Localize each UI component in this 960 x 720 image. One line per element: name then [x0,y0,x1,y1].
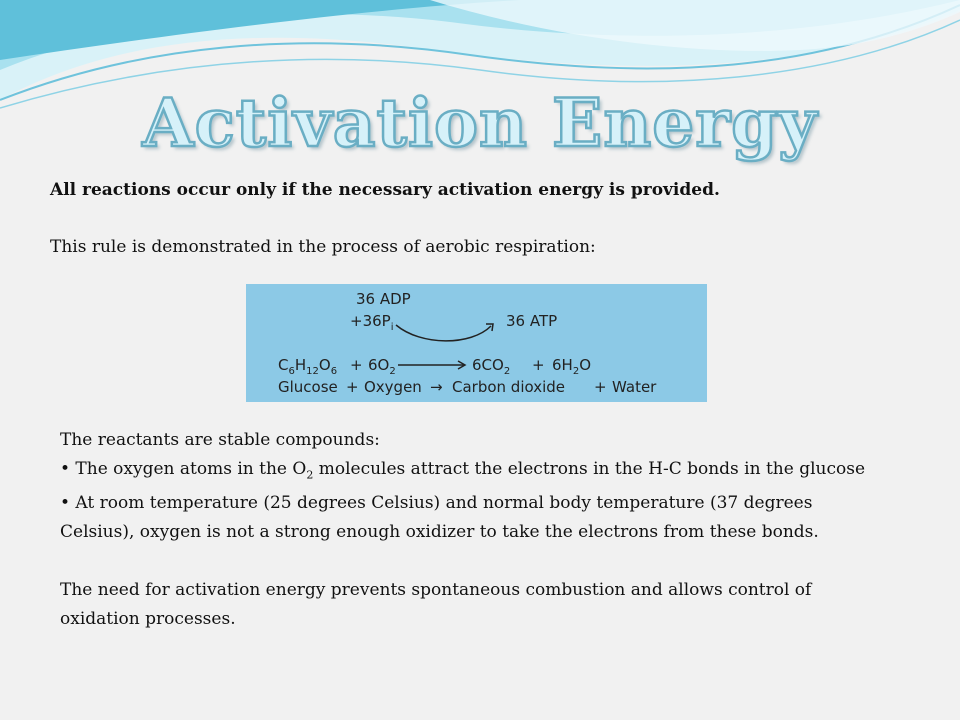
g-o-sub: 6 [330,366,338,377]
reaction-arrow: → [430,378,443,396]
atp-label: 36 ATP [506,312,558,330]
respiration-equation-figure [246,284,707,402]
phosphate-prefix: +36P [350,312,391,330]
bullet1-suffix: molecules attract the electrons in the H-C bonds in the glucose [313,459,866,479]
g-h-sub: 12 [306,366,319,377]
phosphate-sub: i [390,322,394,333]
co2-formula [472,356,510,377]
water-word: Water [612,378,657,396]
key-statement: All reactions occur only if the necessary activation energy is provided. [50,180,720,200]
spacer [60,547,880,576]
slide-title: Activation Energy [142,84,818,162]
g-h: H [294,356,307,374]
plus-sign-4: + [594,378,607,396]
intro-statement: This rule is demonstrated in the process of aerobic respiration: [50,237,596,257]
phosphate-label [350,312,393,333]
g-c-sub: 6 [288,366,295,377]
h2o-h: 6H [552,356,573,374]
glucose-formula [278,356,337,377]
bullet-oxygen-attraction [60,455,880,489]
plus-sign-3: + [346,378,359,396]
oxygen-word: Oxygen [364,378,422,396]
plus-sign-2: + [532,356,545,374]
conclusion: The need for activation energy prevents spontaneous combustion and allows control of oxidation processes. [60,580,812,630]
bullet-temperature: • At room temperature (25 degrees Celsius) and normal body temperature (37 degrees Celsius), oxygen is not a strong enough oxidizer to take the electrons from these bonds. [60,493,819,543]
carbon-dioxide-word: Carbon dioxide [452,378,566,396]
bullet1-sub: 2 [306,468,314,482]
g-c: C [278,356,289,374]
water-formula [552,356,591,377]
co2-base: 6CO [472,356,504,374]
adp-label: 36 ADP [356,290,411,308]
h2o-sub: 2 [572,366,580,377]
co2-sub: 2 [503,366,511,377]
reactants-intro: The reactants are stable compounds: [60,430,380,450]
o2-base: 6O [368,356,390,374]
o2-sub: 2 [389,366,396,377]
glucose-word: Glucose [278,378,338,396]
body-text [60,426,880,634]
h2o-o: O [579,356,592,374]
g-o: O [318,356,331,374]
plus-sign-1: + [350,356,363,374]
oxygen-formula [368,356,396,377]
bullet1-prefix: • The oxygen atoms in the O [60,459,307,479]
